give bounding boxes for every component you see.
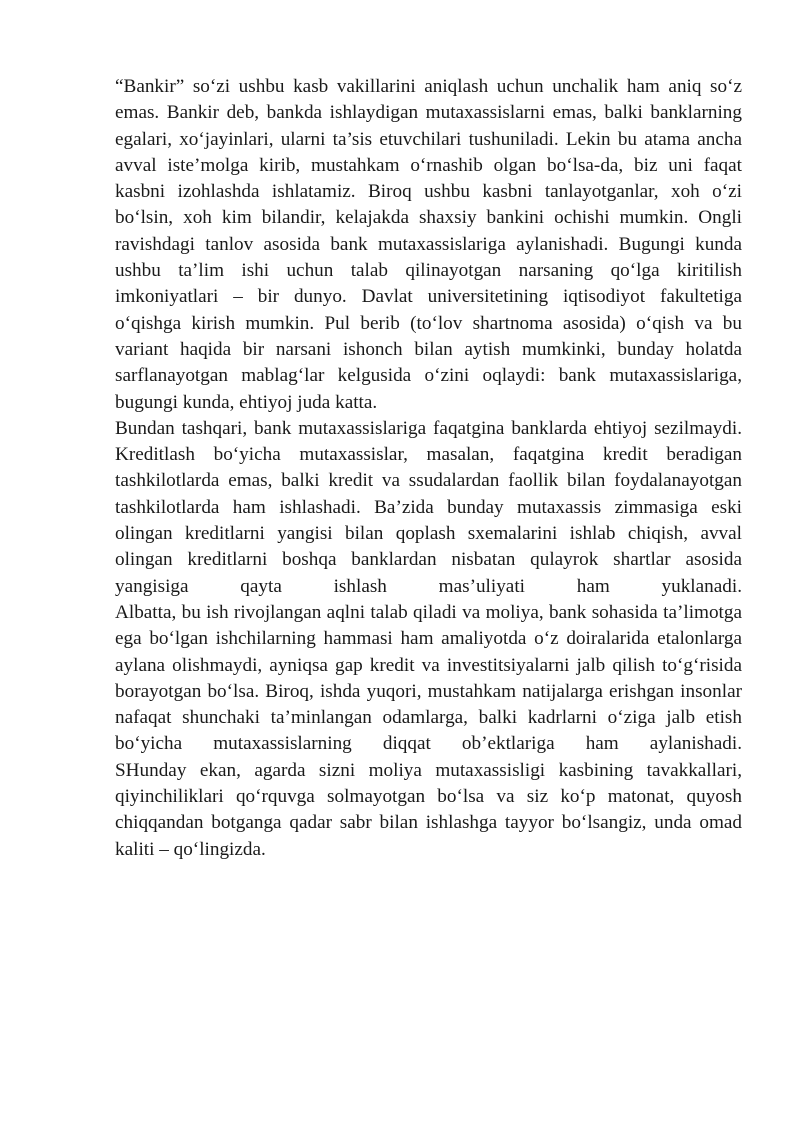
paragraph-credit-specialists: Bundan tashqari, bank mutaxassislariga faqatgina banklarda ehtiyoj sezilmaydi. Kreditlash bo‘yicha mutaxassislar, masalan, faqatgina kredit beradigan tashkilotlarda emas, balki kredit va ssudalardan faollik bilan foydalanayotgan tashkilotlarda ham ishlashadi. Ba’zida bunday mutaxassis zimmasiga eski olingan kreditlarni yangisi bilan qoplash sxemalarini ishlab chiqish, avval olingan kreditlarni boshqa banklardan nisbatan qulayrok shartlar asosida yangisiga qayta ishlash mas’uliyati ham yuklanadi. <box>115 417 742 597</box>
paragraph-skills-required: Albatta, bu ish rivojlangan aqlni talab qiladi va moliya, bank sohasida ta’limotga ega bo‘lgan ishchilarning hammasi ham amaliyotda o‘z doiralarida etalonlarga aylana olishmaydi, ayniqsa gap kredit va investitsiyalarni jalb qilish to‘g‘risida borayotgan bo‘lsa. Biroq, ishda yuqori, mustahkam natijalarga erishgan insonlar nafaqat shunchaki ta’minlangan odamlarga, balki kadrlarni o‘ziga jalb etish bo‘yicha mutaxassislarning diqqat ob’ektlariga ham aylanishadi. <box>115 601 742 755</box>
paragraph-conclusion: SHunday ekan, agarda sizni moliya mutaxassisligi kasbining tavakkallari, qiyinchiliklari qo‘rquvga solmayotgan bo‘lsa va siz ko‘p matonat, quyosh chiqqandan botganga qadar sabr bilan ishlashga tayyor bo‘lsangiz, unda omad kaliti – qo‘lingizda. <box>115 759 742 860</box>
document-page <box>115 74 742 863</box>
paragraph-banker-definition: “Bankir” so‘zi ushbu kasb vakillarini aniqlash uchun unchalik ham aniq so‘z emas. Bankir deb, bankda ishlaydigan mutaxassislarni emas, balki banklarning egalari, xo‘jayinlari, ularni ta’sis etuvchilari tushuniladi. Lekin bu atama ancha avval iste’molga kirib, mustahkam o‘rnashib olgan bo‘lsa-da, biz uni faqat kasbni izohlashda ishlatamiz. Biroq ushbu kasbni tanlayotganlar, xoh o‘zi bo‘lsin, xoh kim bilandir, kelajakda shaxsiy bankini ochishi mumkin. Ongli ravishdagi tanlov asosida bank mutaxassislariga aylanishadi. Bugungi kunda ushbu ta’lim ishi uchun talab qilinayotgan narsaning qo‘lga kiritilish imkoniyatlari – bir dunyo. Davlat universitetining iqtisodiyot fakultetiga o‘qishga kirish mumkin. Pul berib (to‘lov shartnoma asosida) o‘qish va bu variant haqida bir narsani ishonch bilan aytish mumkinki, bunday holatda sarflanayotgan mablag‘lar kelgusida o‘zini oqlaydi: bank mutaxassislariga, bugungi kunda, ehtiyoj juda katta. <box>115 76 742 413</box>
